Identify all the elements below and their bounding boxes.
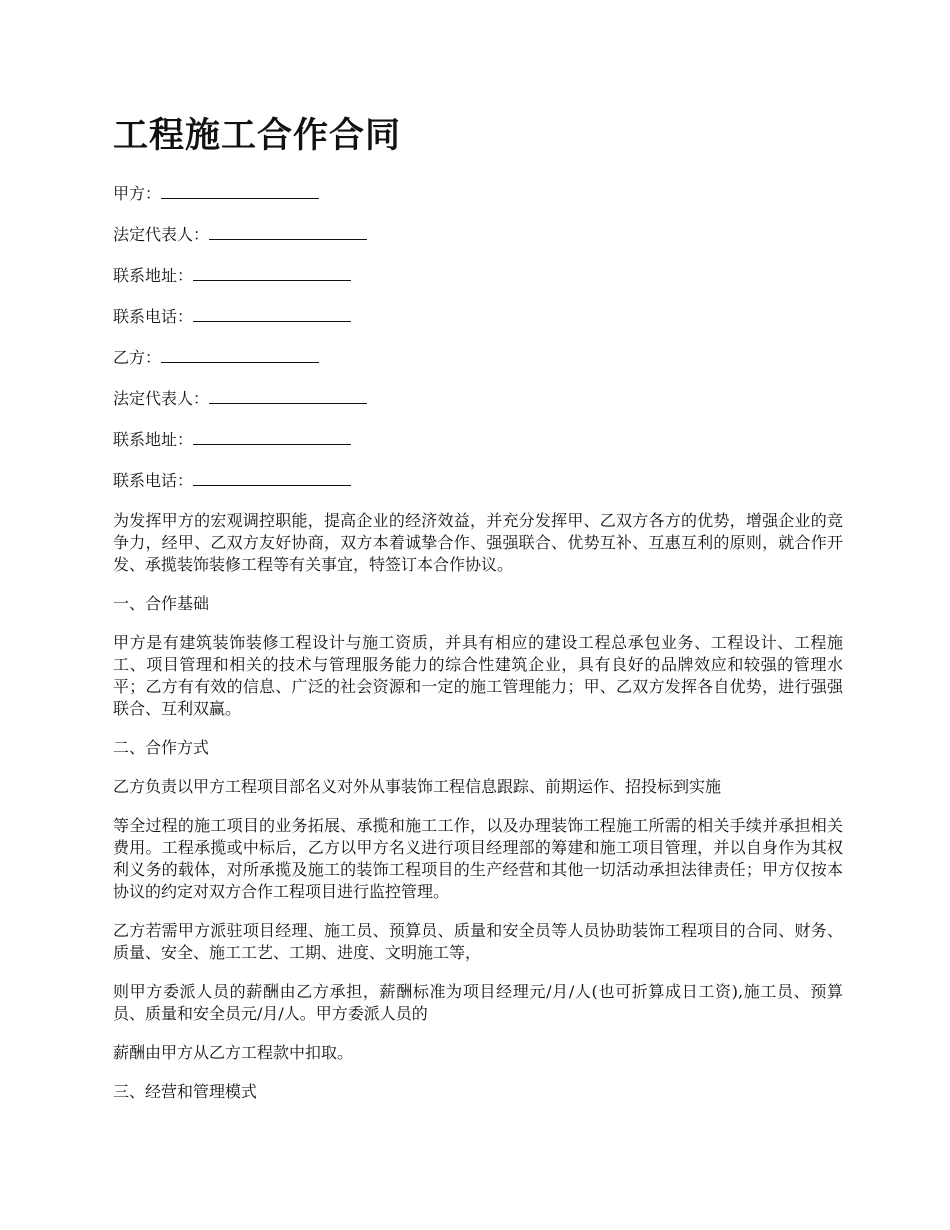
section-2-paragraph-3: 乙方若需甲方派驻项目经理、施工员、预算员、质量和安全员等人员协助装饰工程项目的合同、财务、质量、安全、施工工艺、工期、进度、文明施工等，	[113, 921, 843, 962]
section-3-heading: 三、经营和管理模式	[113, 1082, 258, 1101]
party-b-rep-field	[113, 387, 843, 411]
party-b-phone-blank	[193, 469, 351, 486]
party-a-address-label: 联系地址：	[113, 266, 194, 285]
party-b-address-blank	[193, 428, 351, 445]
section-2-paragraph-2: 等全过程的施工项目的业务拓展、承揽和施工工作，以及办理装饰工程施工所需的相关手续并承担相关费用。工程承揽或中标后，乙方以甲方名义进行项目经理部的筹建和施工项目管理，并以自身作为其权利义务的载体，对所承揽及施工的装饰工程项目的生产经营和其他一切活动承担法律责任；甲方仅按本协议的约定对双方合作工程项目进行监控管理。	[113, 816, 843, 901]
section-2-heading: 二、合作方式	[113, 738, 210, 757]
party-b-name-field	[113, 346, 843, 370]
section-1-paragraph: 甲方是有建筑装饰装修工程设计与施工资质，并具有相应的建设工程总承包业务、工程设计、工程施工、项目管理和相关的技术与管理服务能力的综合性建筑企业，具有良好的品牌效应和较强的管理水平；乙方有有效的信息、广泛的社会资源和一定的施工管理能力；甲、乙双方发挥各自优势，进行强强联合、互利双赢。	[113, 633, 843, 718]
party-b-address-field	[113, 428, 843, 452]
page-title: 工程施工合作合同	[113, 115, 402, 156]
party-b-rep-label: 法定代表人：	[113, 389, 210, 408]
section-2-paragraph-5: 薪酬由甲方从乙方工程款中扣取。	[113, 1043, 354, 1062]
section-1-heading: 一、合作基础	[113, 594, 210, 613]
section-2-paragraph-4: 则甲方委派人员的薪酬由乙方承担，薪酬标准为项目经理元/月/人(也可折算成日工资),施工员、预算员、质量和安全员元/月/人。甲方委派人员的	[113, 982, 843, 1023]
party-a-phone-label: 联系电话：	[113, 307, 194, 326]
party-a-name-field	[113, 182, 843, 206]
party-a-name-blank	[161, 182, 319, 199]
contract-page	[113, 110, 843, 1120]
intro-paragraph: 为发挥甲方的宏观调控职能，提高企业的经济效益，并充分发挥甲、乙双方各方的优势，增强企业的竞争力，经甲、乙双方友好协商，双方本着诚挚合作、强强联合、优势互补、互惠互利的原则，就合作开发、承揽装饰装修工程等有关事宜，特签订本合作协议。	[113, 511, 843, 574]
party-a-phone-blank	[193, 305, 351, 322]
section-2-paragraph-1: 乙方负责以甲方工程项目部名义对外从事装饰工程信息跟踪、前期运作、招投标到实施	[113, 777, 722, 796]
party-b-rep-blank	[209, 387, 367, 404]
party-b-name-label: 乙方：	[113, 348, 162, 367]
party-a-rep-field	[113, 223, 843, 247]
party-a-name-label: 甲方：	[113, 184, 162, 203]
party-a-phone-field	[113, 305, 843, 329]
party-a-rep-blank	[209, 223, 367, 240]
party-b-address-label: 联系地址：	[113, 430, 194, 449]
party-b-name-blank	[161, 346, 319, 363]
party-b-phone-field	[113, 469, 843, 493]
party-a-address-blank	[193, 264, 351, 281]
party-b-phone-label: 联系电话：	[113, 471, 194, 490]
party-a-address-field	[113, 264, 843, 288]
party-a-rep-label: 法定代表人：	[113, 225, 210, 244]
